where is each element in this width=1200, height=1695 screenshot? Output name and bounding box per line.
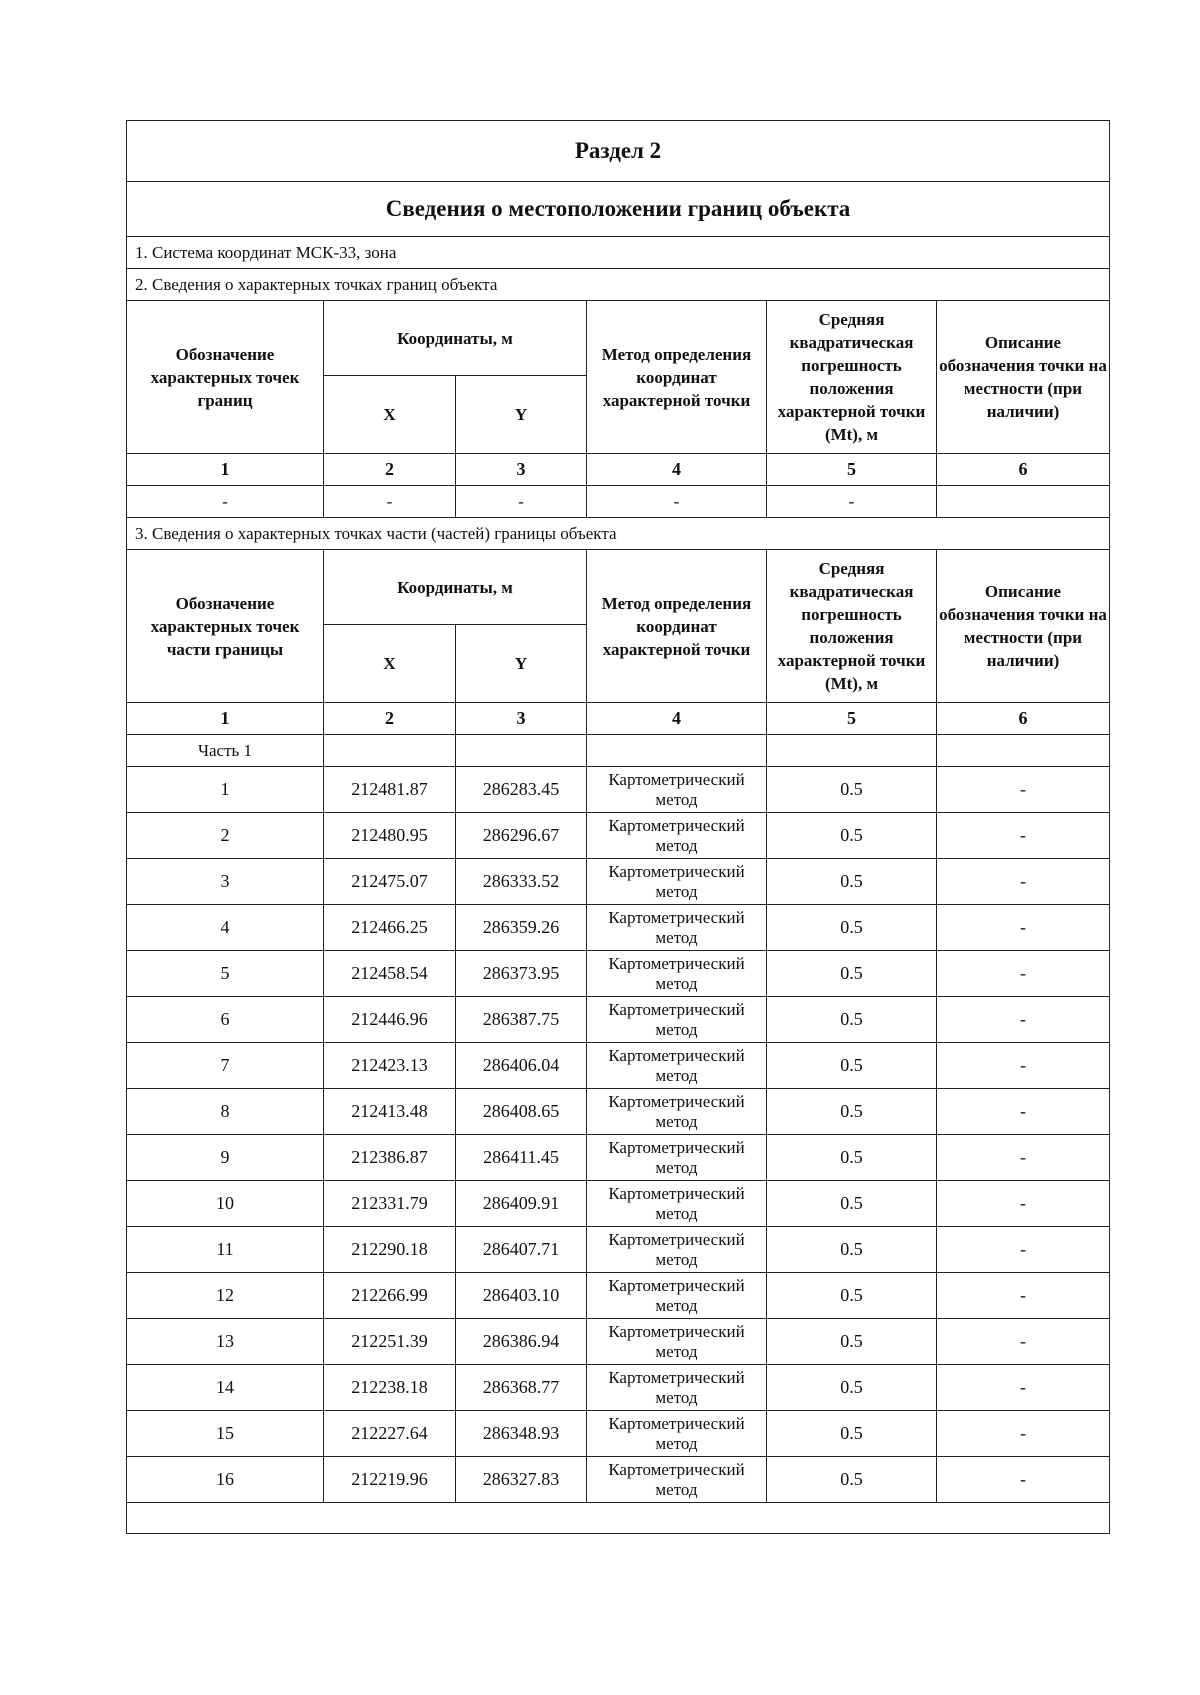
mt-cell: 0.5	[767, 1365, 937, 1411]
method-cell: Картометрический метод	[587, 997, 767, 1043]
header-coordinates: Координаты, м	[324, 301, 587, 376]
table-row	[127, 997, 1110, 1043]
header-description: Описание обозначения точки на местности (при наличии)	[937, 301, 1110, 454]
mt-cell: 0.5	[767, 905, 937, 951]
table-row	[127, 951, 1110, 997]
coord-y: 286333.52	[456, 859, 587, 905]
description-cell: -	[937, 1365, 1110, 1411]
mt-cell: 0.5	[767, 1089, 937, 1135]
mt-cell: 0.5	[767, 1411, 937, 1457]
mt-cell: 0.5	[767, 1181, 937, 1227]
coord-x: 212238.18	[324, 1365, 456, 1411]
mt-cell: 0.5	[767, 1319, 937, 1365]
coord-y: 286327.83	[456, 1457, 587, 1503]
description-cell: -	[937, 1181, 1110, 1227]
column-number: 2	[324, 454, 456, 486]
table-row	[127, 1365, 1110, 1411]
coord-y: 286406.04	[456, 1043, 587, 1089]
description-cell: -	[937, 1411, 1110, 1457]
point-number: 4	[127, 905, 324, 951]
table-row	[127, 813, 1110, 859]
mt-cell: 0.5	[767, 997, 937, 1043]
header-error: Средняя квадратическая погрешность положения характерной точки (Mt), м	[767, 550, 937, 703]
table-row	[127, 1089, 1110, 1135]
point-number: 8	[127, 1089, 324, 1135]
empty-cell: -	[767, 486, 937, 518]
description-cell: -	[937, 1227, 1110, 1273]
method-cell: Картометрический метод	[587, 859, 767, 905]
coord-x: 212386.87	[324, 1135, 456, 1181]
method-cell: Картометрический метод	[587, 1457, 767, 1503]
coord-system-line: 1. Система координат МСК-33, зона	[127, 237, 1110, 269]
coord-y: 286408.65	[456, 1089, 587, 1135]
coord-y: 286359.26	[456, 905, 587, 951]
description-cell: -	[937, 1043, 1110, 1089]
point-number: 2	[127, 813, 324, 859]
mt-cell: 0.5	[767, 951, 937, 997]
coord-x: 212481.87	[324, 767, 456, 813]
coord-y: 286283.45	[456, 767, 587, 813]
table-row	[127, 1319, 1110, 1365]
table-row	[127, 767, 1110, 813]
point-number: 11	[127, 1227, 324, 1273]
header-method: Метод определения координат характерной точки	[587, 550, 767, 703]
method-cell: Картометрический метод	[587, 1411, 767, 1457]
description-cell: -	[937, 997, 1110, 1043]
point-number: 5	[127, 951, 324, 997]
coord-x: 212475.07	[324, 859, 456, 905]
table-row	[127, 859, 1110, 905]
description-cell: -	[937, 1319, 1110, 1365]
column-number: 3	[456, 703, 587, 735]
column-number: 6	[937, 703, 1110, 735]
coord-y: 286386.94	[456, 1319, 587, 1365]
method-cell: Картометрический метод	[587, 1319, 767, 1365]
column-number: 4	[587, 454, 767, 486]
header-method: Метод определения координат характерной точки	[587, 301, 767, 454]
column-number: 2	[324, 703, 456, 735]
empty-cell: -	[587, 486, 767, 518]
coord-y: 286407.71	[456, 1227, 587, 1273]
description-cell: -	[937, 1089, 1110, 1135]
block2-empty-row	[127, 486, 1110, 518]
mt-cell: 0.5	[767, 859, 937, 905]
coord-x: 212466.25	[324, 905, 456, 951]
point-number: 9	[127, 1135, 324, 1181]
coord-y: 286411.45	[456, 1135, 587, 1181]
point-number: 7	[127, 1043, 324, 1089]
method-cell: Картометрический метод	[587, 1365, 767, 1411]
column-number: 5	[767, 703, 937, 735]
coord-x: 212423.13	[324, 1043, 456, 1089]
point-number: 16	[127, 1457, 324, 1503]
header-y: Y	[456, 625, 587, 703]
description-cell: -	[937, 1273, 1110, 1319]
method-cell: Картометрический метод	[587, 1135, 767, 1181]
method-cell: Картометрический метод	[587, 813, 767, 859]
boundary-table	[126, 120, 1110, 1534]
document-sheet	[126, 120, 1109, 1534]
coord-x: 212413.48	[324, 1089, 456, 1135]
table-row	[127, 1273, 1110, 1319]
method-cell: Картометрический метод	[587, 1273, 767, 1319]
header-x: X	[324, 376, 456, 454]
column-number: 4	[587, 703, 767, 735]
column-number: 3	[456, 454, 587, 486]
column-numbers-row	[127, 703, 1110, 735]
empty-cell	[937, 486, 1110, 518]
coord-x: 212331.79	[324, 1181, 456, 1227]
mt-cell: 0.5	[767, 1273, 937, 1319]
point-number: 14	[127, 1365, 324, 1411]
table-row	[127, 1043, 1110, 1089]
point-number: 10	[127, 1181, 324, 1227]
coord-x: 212227.64	[324, 1411, 456, 1457]
table-row	[127, 1135, 1110, 1181]
description-cell: -	[937, 1457, 1110, 1503]
mt-cell: 0.5	[767, 1457, 937, 1503]
column-numbers-row	[127, 454, 1110, 486]
coord-y: 286409.91	[456, 1181, 587, 1227]
mt-cell: 0.5	[767, 813, 937, 859]
empty-footer-row	[127, 1503, 1110, 1534]
empty-cell: -	[127, 486, 324, 518]
table-row	[127, 1411, 1110, 1457]
description-cell: -	[937, 813, 1110, 859]
table-row	[127, 1227, 1110, 1273]
method-cell: Картометрический метод	[587, 767, 767, 813]
coord-y: 286403.10	[456, 1273, 587, 1319]
header-points: Обозначение характерных точек границ	[127, 301, 324, 454]
point-number: 3	[127, 859, 324, 905]
coord-y: 286368.77	[456, 1365, 587, 1411]
point-number: 13	[127, 1319, 324, 1365]
method-cell: Картометрический метод	[587, 1089, 767, 1135]
mt-cell: 0.5	[767, 1227, 937, 1273]
description-cell: -	[937, 1135, 1110, 1181]
empty-cell: -	[324, 486, 456, 518]
part-label: Часть 1	[127, 735, 324, 767]
header-description: Описание обозначения точки на местности (при наличии)	[937, 550, 1110, 703]
header-coordinates: Координаты, м	[324, 550, 587, 625]
description-cell: -	[937, 905, 1110, 951]
method-cell: Картометрический метод	[587, 1043, 767, 1089]
column-number: 6	[937, 454, 1110, 486]
header-x: X	[324, 625, 456, 703]
part-label-row	[127, 735, 1110, 767]
section-title: Раздел 2	[127, 121, 1110, 182]
column-number: 1	[127, 703, 324, 735]
description-cell: -	[937, 767, 1110, 813]
coord-y: 286348.93	[456, 1411, 587, 1457]
empty-cell: -	[456, 486, 587, 518]
coord-y: 286296.67	[456, 813, 587, 859]
description-cell: -	[937, 859, 1110, 905]
coord-x: 212480.95	[324, 813, 456, 859]
method-cell: Картометрический метод	[587, 905, 767, 951]
coord-x: 212458.54	[324, 951, 456, 997]
mt-cell: 0.5	[767, 767, 937, 813]
coord-x: 212251.39	[324, 1319, 456, 1365]
point-number: 12	[127, 1273, 324, 1319]
table-row	[127, 905, 1110, 951]
block3-title: 3. Сведения о характерных точках части (частей) границы объекта	[127, 518, 1110, 550]
method-cell: Картометрический метод	[587, 1227, 767, 1273]
method-cell: Картометрический метод	[587, 1181, 767, 1227]
coord-x: 212446.96	[324, 997, 456, 1043]
section-subtitle: Сведения о местоположении границ объекта	[127, 182, 1110, 237]
coord-x: 212266.99	[324, 1273, 456, 1319]
point-number: 1	[127, 767, 324, 813]
header-y: Y	[456, 376, 587, 454]
coord-y: 286373.95	[456, 951, 587, 997]
point-number: 15	[127, 1411, 324, 1457]
coord-x: 212290.18	[324, 1227, 456, 1273]
column-number: 1	[127, 454, 324, 486]
method-cell: Картометрический метод	[587, 951, 767, 997]
block2-title: 2. Сведения о характерных точках границ объекта	[127, 269, 1110, 301]
description-cell: -	[937, 951, 1110, 997]
column-number: 5	[767, 454, 937, 486]
header-error: Средняя квадратическая погрешность положения характерной точки (Mt), м	[767, 301, 937, 454]
point-number: 6	[127, 997, 324, 1043]
table-row	[127, 1457, 1110, 1503]
header-points-part: Обозначение характерных точек части границы	[127, 550, 324, 703]
mt-cell: 0.5	[767, 1135, 937, 1181]
coord-x: 212219.96	[324, 1457, 456, 1503]
mt-cell: 0.5	[767, 1043, 937, 1089]
coord-y: 286387.75	[456, 997, 587, 1043]
table-row	[127, 1181, 1110, 1227]
